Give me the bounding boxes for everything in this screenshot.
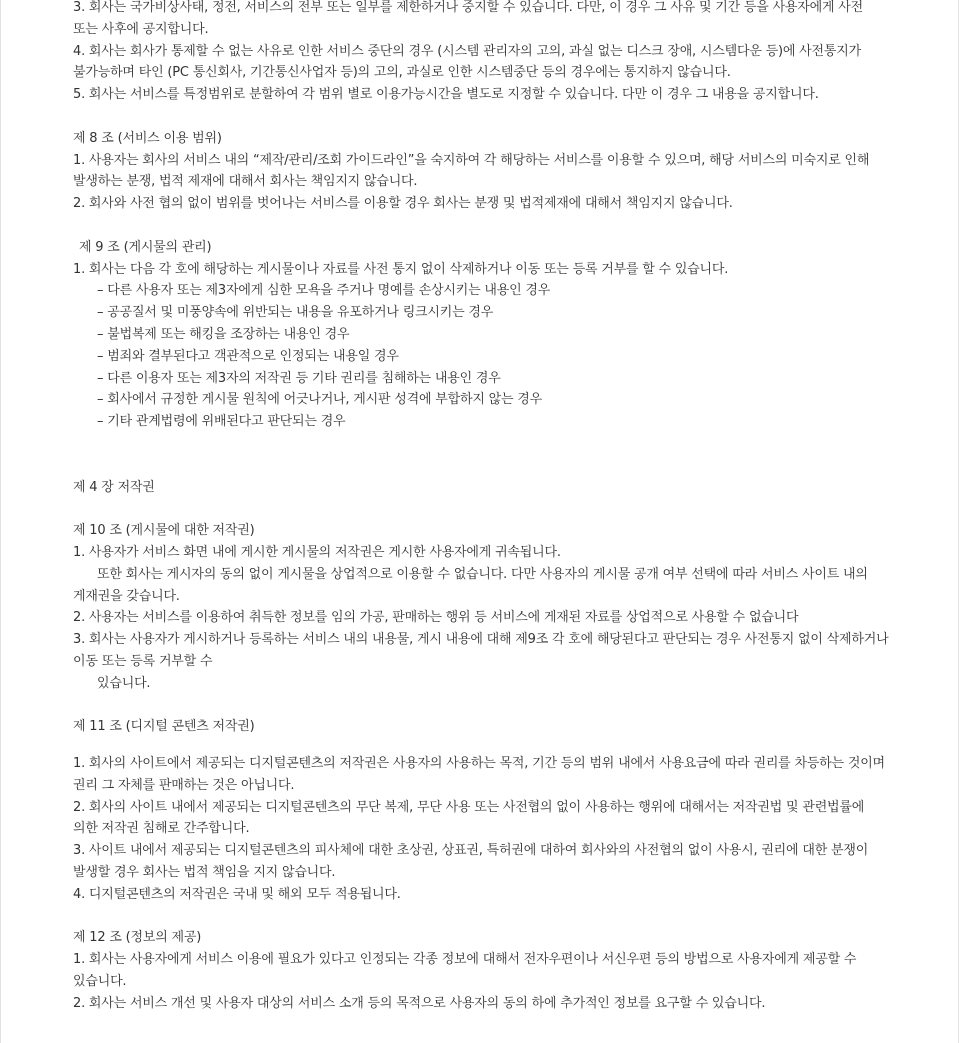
chapter-4 [73, 477, 889, 499]
article-7-item-3: 3. 회사는 국가비상사태, 정전, 서비스의 전부 또는 일부를 제한하거나 중지할 수 있습니다. 다만, 이 경우 그 사유 및 기간 등을 사용자에게 사전 또는 사후에 공지합니다. [73, 0, 864, 37]
article-9-sub-item: – 회사에서 규정한 게시물 원칙에 어긋나거나, 게시판 성격에 부합하지 않는 경우 [97, 392, 543, 408]
article-12-item-2: 2. 회사는 서비스 개선 및 사용자 대상의 서비스 소개 등의 목적으로 사용자의 동의 하에 추가적인 정보를 요구할 수 있습니다. [73, 995, 766, 1011]
article-8-item-2: 2. 회사와 사전 협의 없이 범위를 벗어나는 서비스를 이용할 경우 회사는 분쟁 및 법적제재에 대해서 책임지지 않습니다. [73, 196, 733, 212]
article-11-item-3: 3. 사이트 내에서 제공되는 디지털콘텐츠의 피사체에 대한 초상권, 상표권, 특허권에 대하여 회사와의 사전협의 없이 사용시, 권리에 대한 분쟁이 발생할 경우 회사는 법적 책임을 지지 않습니다. [73, 843, 869, 881]
article-10-item-2: 2. 사용자는 서비스를 이용하여 취득한 정보를 임의 가공, 판매하는 행위 등 서비스에 게재된 자료를 상업적으로 사용할 수 없습니다 [73, 610, 799, 626]
article-7-item-4: 4. 회사는 회사가 통제할 수 없는 사유로 인한 서비스 중단의 경우 (시스템 관리자의 고의, 과실 없는 디스크 장애, 시스템다운 등)에 사전통지가 불가능하며 타인 (PC 통신회사, 기간통신사업자 등)의 고의, 과실로 인한 시스템중단 등의 경우에는 통지하지 않습니다. [73, 43, 861, 81]
article-11-item-4: 4. 디지털콘텐츠의 저작권은 국내 및 해외 모두 적용됩니다. [73, 886, 401, 902]
article-11-item-2: 2. 회사의 사이트 내에서 제공되는 디지털콘텐츠의 무단 복제, 무단 사용 또는 사전협의 없이 사용하는 행위에 대해서는 저작권법 및 관련법률에 의한 저작권 침해로 간주합니다. [73, 799, 865, 837]
article-9-title: 제 9 조 (게시물의 관리) [79, 239, 212, 255]
article-12-item-1: 1. 회사는 사용자에게 서비스 이용에 필요가 있다고 인정되는 각종 정보에 대해서 전자우편이나 서신우편 등의 방법으로 사용자에게 제공할 수 있습니다. [73, 952, 857, 990]
article-12 [73, 927, 889, 1014]
article-9-sub-item: – 기타 관계법령에 위배된다고 판단되는 경우 [97, 414, 346, 430]
chapter-4-title: 제 4 장 저작권 [73, 479, 155, 495]
article-8-item-1: 1. 사용자는 회사의 서비스 내의 “제작/관리/조회 가이드라인”을 숙지하여 각 해당하는 서비스를 이용할 수 있으며, 해당 서비스의 미숙지로 인해 발생하는 분쟁, 법적 제재에 대해서 회사는 책임지지 않습니다. [73, 152, 870, 190]
article-7-item-5: 5. 회사는 서비스를 특정범위로 분할하여 각 범위 별로 이용가능시간을 별도로 지정할 수 있습니다. 다만 이 경우 그 내용을 공지합니다. [73, 87, 819, 103]
article-11 [73, 716, 889, 905]
article-10-item-3: 3. 회사는 사용자가 게시하거나 등록하는 서비스 내의 내용물, 게시 내용에 대해 제9조 각 호에 해당된다고 판단되는 경우 사전통지 없이 삭제하거나 이동 또는 등록 거부할 수 [73, 632, 889, 669]
article-10-item-1: 1. 사용자가 서비스 화면 내에 게시한 게시물의 저작권은 게시한 사용자에게 귀속됩니다. [73, 544, 561, 560]
article-9-sub-item: – 다른 이용자 또는 제3자의 저작권 등 기타 권리를 침해하는 내용인 경우 [97, 370, 501, 386]
article-7-continued [73, 0, 889, 106]
article-11-title: 제 11 조 (디지털 콘텐츠 저작권) [73, 719, 255, 735]
article-9-sub-item: – 범죄와 결부된다고 객관적으로 인정되는 내용일 경우 [97, 348, 399, 364]
article-11-item-1: 1. 회사의 사이트에서 제공되는 디지털콘텐츠의 저작권은 사용자의 사용하는 목적, 기간 등의 범위 내에서 사용요금에 따라 권리를 차등하는 것이며 권리 그 자체를 판매하는 것은 아닙니다. [73, 756, 885, 793]
article-8-title: 제 8 조 (서비스 이용 범위) [73, 130, 222, 146]
article-10-title: 제 10 조 (게시물에 대한 저작권) [73, 523, 255, 539]
article-10-item-1-continued: 또한 회사는 게시자의 동의 없이 게시물을 상업적으로 이용할 수 없습니다. 다만 사용자의 게시물 공개 여부 선택에 따라 서비스 사이트 내의 게재권을 갖습니다. [73, 566, 868, 604]
article-10 [73, 520, 889, 694]
terms-document [73, 0, 889, 1015]
article-9 [73, 237, 889, 433]
article-9-item-1: 1. 회사는 다음 각 호에 해당하는 게시물이나 자료를 사전 통지 없이 삭제하거나 이동 또는 등록 거부를 할 수 있습니다. [73, 261, 729, 277]
article-8 [73, 128, 889, 215]
article-9-sub-item: – 다른 사용자 또는 제3자에게 심한 모욕을 주거나 명예를 손상시키는 내용인 경우 [97, 283, 551, 299]
article-9-sub-item: – 불법복제 또는 해킹을 조장하는 내용인 경우 [97, 326, 350, 342]
article-9-sub-item: – 공공질서 및 미풍양속에 위반되는 내용을 유포하거나 링크시키는 경우 [97, 305, 494, 321]
article-10-item-3-continued: 있습니다. [97, 675, 151, 691]
article-12-title: 제 12 조 (정보의 제공) [73, 930, 202, 946]
